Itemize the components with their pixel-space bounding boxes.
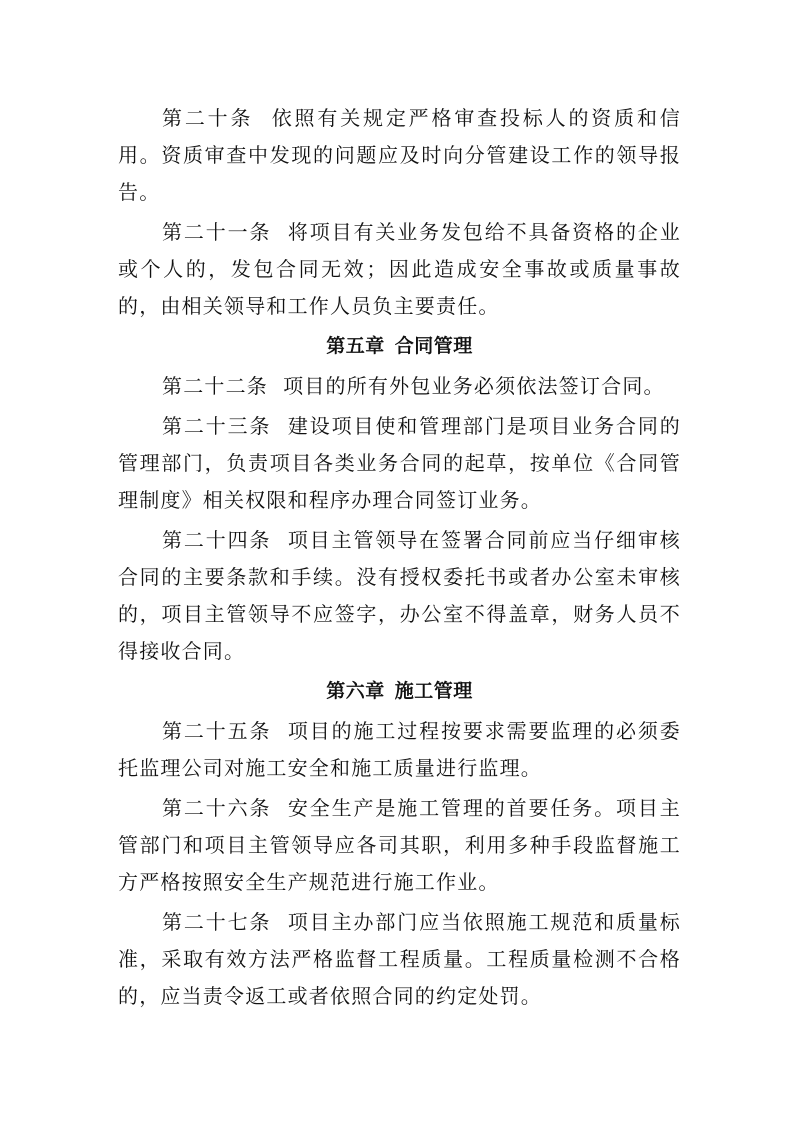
article-text: 将项目有关业务发包给不具备资格的企业或个人的，发包合同无效；因此造成安全事故或质量事故的，由相关领导和工作人员负主要责任。 — [118, 220, 681, 318]
chapter-title: 施工管理 — [394, 680, 473, 702]
article-24 — [118, 522, 681, 670]
article-text: 项目的施工过程按要求需要监理的必须委托监理公司对施工安全和施工质量进行监理。 — [118, 719, 681, 780]
article-26 — [118, 790, 681, 901]
article-text: 安全生产是施工管理的首要任务。项目主管部门和项目主管领导应各司其职，利用多种手段监督施工方严格按照安全生产规范进行施工作业。 — [118, 796, 681, 894]
article-text: 建设项目使和管理部门是项目业务合同的管理部门，负责项目各类业务合同的起草，按单位《合同管理制度》相关权限和程序办理合同签订业务。 — [118, 414, 681, 512]
article-number: 第二十六条 — [162, 796, 272, 820]
chapter-5-heading — [118, 328, 681, 365]
article-21 — [118, 214, 681, 325]
article-number: 第二十二条 — [162, 374, 268, 398]
article-25 — [118, 713, 681, 787]
article-number: 第二十条 — [162, 106, 254, 130]
article-number: 第二十三条 — [162, 414, 272, 438]
article-text: 项目主办部门应当依照施工规范和质量标准，采取有效方法严格监督工程质量。工程质量检测不合格的，应当责令返工或者依照合同的约定处罚。 — [118, 910, 681, 1008]
article-23 — [118, 408, 681, 519]
chapter-title: 合同管理 — [394, 335, 473, 357]
chapter-6-heading — [118, 673, 681, 710]
article-number: 第二十一条 — [162, 220, 272, 244]
article-20 — [118, 100, 681, 211]
article-text: 项目主管领导在签署合同前应当仔细审核合同的主要条款和手续。没有授权委托书或者办公室未审核的，项目主管领导不应签字，办公室不得盖章，财务人员不得接收合同。 — [118, 528, 681, 663]
article-text: 依照有关规定严格审查投标人的资质和信用。资质审查中发现的问题应及时向分管建设工作的领导报告。 — [118, 106, 681, 204]
article-number: 第二十七条 — [162, 910, 272, 934]
chapter-number: 第五章 — [326, 335, 385, 357]
article-number: 第二十五条 — [162, 719, 272, 743]
article-27 — [118, 904, 681, 1015]
article-number: 第二十四条 — [162, 528, 272, 552]
article-text: 项目的所有外包业务必须依法签订合同。 — [283, 374, 665, 398]
article-22 — [118, 368, 681, 405]
chapter-number: 第六章 — [326, 680, 385, 702]
